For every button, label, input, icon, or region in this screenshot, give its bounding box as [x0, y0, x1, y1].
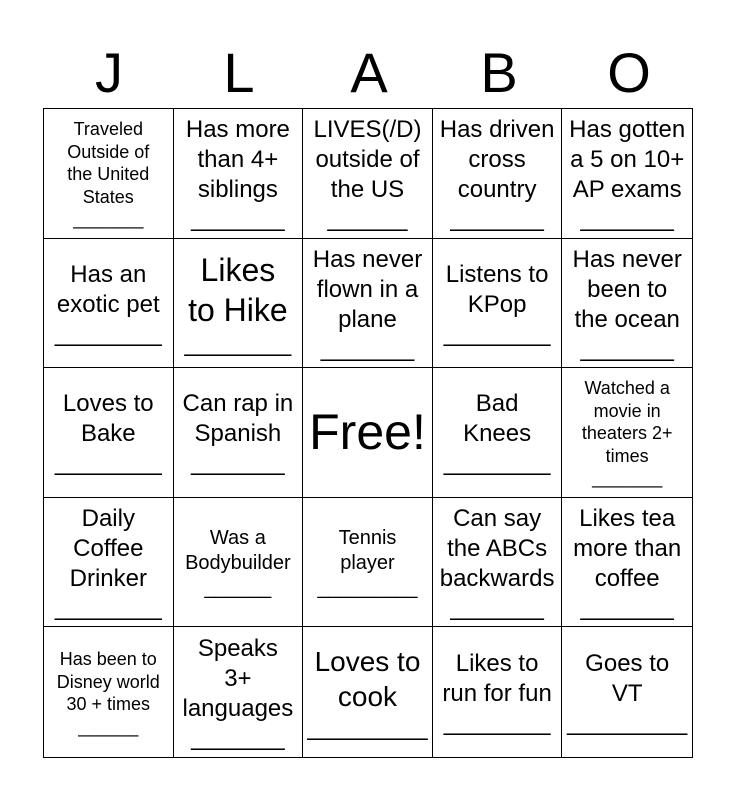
- cell-signature-line: ________: [54, 319, 162, 347]
- bingo-cell[interactable]: [303, 109, 433, 239]
- bingo-cell[interactable]: [44, 109, 174, 239]
- cell-signature-line: _______: [191, 449, 285, 477]
- cell-text: Likes to Hike: [188, 251, 288, 328]
- cell-signature-line: _______: [191, 724, 285, 752]
- cell-text: Loves to Bake: [62, 390, 154, 448]
- cell-text: Has been to Disney world 30 + times: [56, 649, 160, 715]
- cell-signature-line: ________: [443, 319, 551, 347]
- cell-signature-line: _________: [307, 714, 428, 742]
- free-cell[interactable]: [303, 368, 433, 498]
- bingo-cell[interactable]: [44, 498, 174, 628]
- cell-text: Daily Coffee Drinker: [69, 505, 147, 593]
- cell-text: Traveled Outside of the United States: [67, 119, 150, 207]
- cell-signature-line: ______: [204, 577, 272, 600]
- bingo-cell[interactable]: [562, 627, 692, 757]
- header-letter-j: J: [95, 41, 123, 104]
- bingo-cell[interactable]: [433, 239, 563, 369]
- cell-signature-line: _______: [450, 594, 544, 622]
- cell-signature-line: ________: [443, 709, 551, 737]
- cell-text: Watched a movie in theaters 2+ times: [581, 378, 673, 466]
- cell-text: LIVES(/D) outside of the US: [313, 116, 422, 204]
- cell-signature-line: _______: [580, 594, 674, 622]
- cell-signature-line: _______: [592, 468, 663, 489]
- header-letter-a: A: [350, 41, 388, 104]
- cell-signature-line: _______: [191, 205, 285, 233]
- bingo-cell[interactable]: [44, 368, 174, 498]
- cell-signature-line: _______: [73, 209, 144, 230]
- cell-signature-line: ________: [54, 594, 162, 622]
- bingo-cell[interactable]: [433, 627, 563, 757]
- cell-text: Can say the ABCs backwards: [439, 505, 555, 593]
- cell-text: Has an exotic pet: [56, 260, 160, 318]
- bingo-cell[interactable]: [174, 109, 304, 239]
- cell-signature-line: _______: [320, 334, 415, 362]
- bingo-cell[interactable]: [303, 239, 433, 369]
- cell-text: Loves to cook: [314, 646, 421, 713]
- cell-signature-line: _______: [580, 334, 674, 362]
- cell-text: Has never flown in a plane: [312, 245, 423, 333]
- cell-signature-line: ______: [78, 716, 139, 737]
- bingo-cell[interactable]: [433, 109, 563, 239]
- cell-signature-line: ______: [327, 205, 408, 233]
- cell-text: Tennis player: [338, 527, 397, 575]
- bingo-cell[interactable]: [303, 627, 433, 757]
- cell-text: Can rap in Spanish: [182, 390, 294, 448]
- cell-signature-line: ________: [54, 449, 162, 477]
- cell-signature-line: ________: [443, 449, 551, 477]
- header-letter-o: O: [607, 41, 651, 104]
- cell-text: Has gotten a 5 on 10+ AP exams: [569, 116, 686, 204]
- bingo-grid: [43, 108, 693, 758]
- cell-text: Likes tea more than coffee: [573, 505, 682, 593]
- bingo-cell[interactable]: [44, 239, 174, 369]
- cell-signature-line: _________: [317, 577, 418, 600]
- bingo-cell[interactable]: [433, 368, 563, 498]
- cell-text: Goes to VT: [585, 650, 670, 708]
- cell-text: Likes to run for fun: [442, 650, 552, 708]
- free-space-label: Free!: [309, 404, 426, 461]
- bingo-cell[interactable]: [174, 239, 304, 369]
- bingo-cell[interactable]: [562, 109, 692, 239]
- cell-text: Speaks 3+ languages: [182, 635, 294, 723]
- header-letter-b: B: [480, 41, 518, 104]
- bingo-cell[interactable]: [174, 368, 304, 498]
- bingo-cell[interactable]: [562, 368, 692, 498]
- bingo-cell[interactable]: [174, 627, 304, 757]
- cell-text: Was a Bodybuilder: [185, 527, 291, 575]
- header-letter-l: L: [223, 41, 255, 104]
- bingo-header: [44, 40, 694, 105]
- bingo-cell[interactable]: [174, 498, 304, 628]
- cell-signature-line: _______: [580, 205, 674, 233]
- bingo-cell[interactable]: [44, 627, 174, 757]
- cell-text: Has driven cross country: [439, 116, 555, 204]
- cell-signature-line: ________: [184, 329, 292, 357]
- bingo-cell[interactable]: [562, 498, 692, 628]
- cell-text: Has more than 4+ siblings: [185, 116, 290, 204]
- cell-signature-line: _________: [567, 709, 688, 737]
- cell-text: Listens to KPop: [445, 260, 549, 318]
- bingo-cell[interactable]: [303, 498, 433, 628]
- bingo-cell[interactable]: [433, 498, 563, 628]
- cell-text: Has never been to the ocean: [572, 245, 682, 333]
- cell-text: Bad Knees: [463, 390, 532, 448]
- cell-signature-line: _______: [450, 205, 544, 233]
- bingo-cell[interactable]: [562, 239, 692, 369]
